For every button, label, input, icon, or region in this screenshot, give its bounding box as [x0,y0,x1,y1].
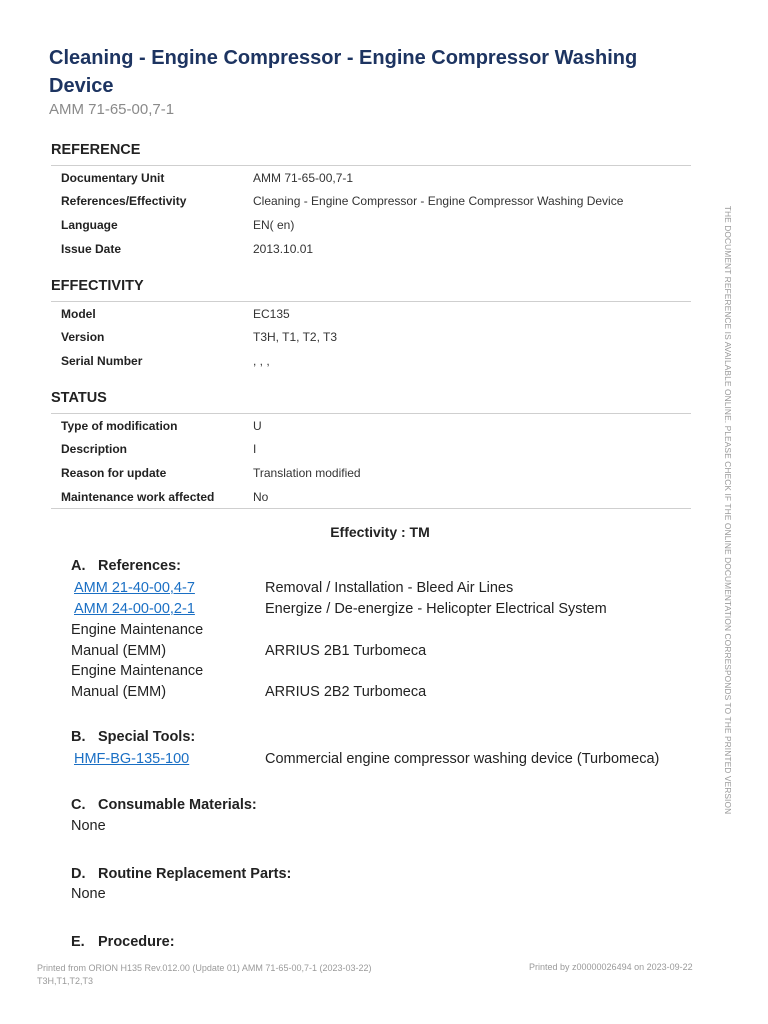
section-references-heading [71,558,181,574]
section-title: Procedure: [98,934,175,950]
row-label: Serial Number [61,353,143,368]
row-label: Reason for update [61,465,167,480]
row-value: EC135 [253,306,290,321]
footer-print-info [37,962,372,988]
table-row [51,237,691,261]
section-title: References: [98,558,182,574]
reference-link[interactable]: AMM 21-40-00,4-7 [74,580,195,596]
row-label: Maintenance work affected [61,489,215,504]
row-value: EN( en) [253,217,295,232]
reference-desc: Removal / Installation - Bleed Air Lines [265,580,514,596]
row-value: AMM 71-65-00,7-1 [253,170,354,185]
list-item [71,620,711,661]
row-label: Model [61,306,96,321]
tool-link[interactable]: HMF-BG-135-100 [74,751,190,767]
side-notice-text: THE DOCUMENT REFERENCE IS AVAILABLE ONLINE. PLEASE CHECK IF THE ONLINE DOCUMENTATION CORRESPONDS TO THE PRINTED VERSION [723,205,733,815]
reference-link[interactable]: AMM 24-00-00,2-1 [74,601,195,617]
section-letter: C. [71,797,86,813]
section-title: Consumable Materials: [98,797,257,813]
row-label: Type of modification [61,418,178,433]
row-value: No [253,489,269,504]
row-label: Issue Date [61,241,122,256]
row-label: Version [61,330,105,345]
table-row [51,326,691,350]
footer-printed-by: Printed by z00000026494 on 2023-09-22 [529,962,693,972]
row-value: 2013.10.01 [253,241,314,256]
reference-item: Engine Maintenance Manual (EMM) [71,663,204,700]
list-item [71,661,711,702]
row-label: References/Effectivity [61,194,187,209]
section-replacement-heading [71,866,291,882]
section-letter: A. [71,558,86,574]
footer-printed-from: Printed from ORION H135 Rev.012.00 (Update 01) AMM 71-65-00,7-1 (2023-03-22) [37,963,372,973]
document-title: Cleaning - Engine Compressor - Engine Compressor Washing Device [49,47,638,97]
reference-desc: Energize / De-energize - Helicopter Electrical System [265,601,607,617]
section-letter: B. [71,729,86,745]
reference-desc: ARRIUS 2B2 Turbomeca [265,683,427,700]
status-table [51,413,691,509]
document-code: AMM 71-65-00,7-1 [49,101,175,118]
section-letter: E. [71,934,85,950]
table-row [51,485,691,509]
footer-versions: T3H,T1,T2,T3 [37,976,94,986]
section-special-tools-heading [71,729,195,745]
reference-heading: REFERENCE [51,142,141,158]
table-row [51,166,691,190]
effectivity-line: Effectivity : TM [330,524,430,540]
reference-item: Engine Maintenance Manual (EMM) [71,622,204,659]
row-value: U [253,418,262,433]
table-row [51,190,691,214]
section-title: Special Tools: [98,729,196,745]
table-row [51,438,691,462]
table-row [51,302,691,326]
row-label: Language [61,217,118,232]
table-row [51,349,691,373]
tool-desc: Commercial engine compressor washing device (Turbomeca) [265,751,660,767]
section-procedure-heading [71,934,175,950]
row-value: Cleaning - Engine Compressor - Engine Compressor Washing Device [253,194,624,209]
row-value: , , , [253,353,270,368]
section-letter: D. [71,866,86,882]
section-title: Routine Replacement Parts: [98,866,292,882]
replacement-value: None [71,886,106,902]
list-item [71,578,711,599]
effectivity-heading: EFFECTIVITY [51,278,144,294]
row-value: I [253,442,257,457]
reference-desc: ARRIUS 2B1 Turbomeca [265,642,427,659]
table-row [51,414,691,438]
row-value: Translation modified [253,465,361,480]
row-value: T3H, T1, T2, T3 [253,330,338,345]
table-row [51,461,691,485]
effectivity-table [51,301,691,373]
row-label: Description [61,442,128,457]
reference-table [51,165,691,260]
row-label: Documentary Unit [61,170,165,185]
section-consumables-heading [71,797,257,813]
consumables-value: None [71,818,106,834]
list-item [71,749,711,770]
list-item [71,599,711,620]
status-heading: STATUS [51,390,107,406]
table-row [51,213,691,237]
